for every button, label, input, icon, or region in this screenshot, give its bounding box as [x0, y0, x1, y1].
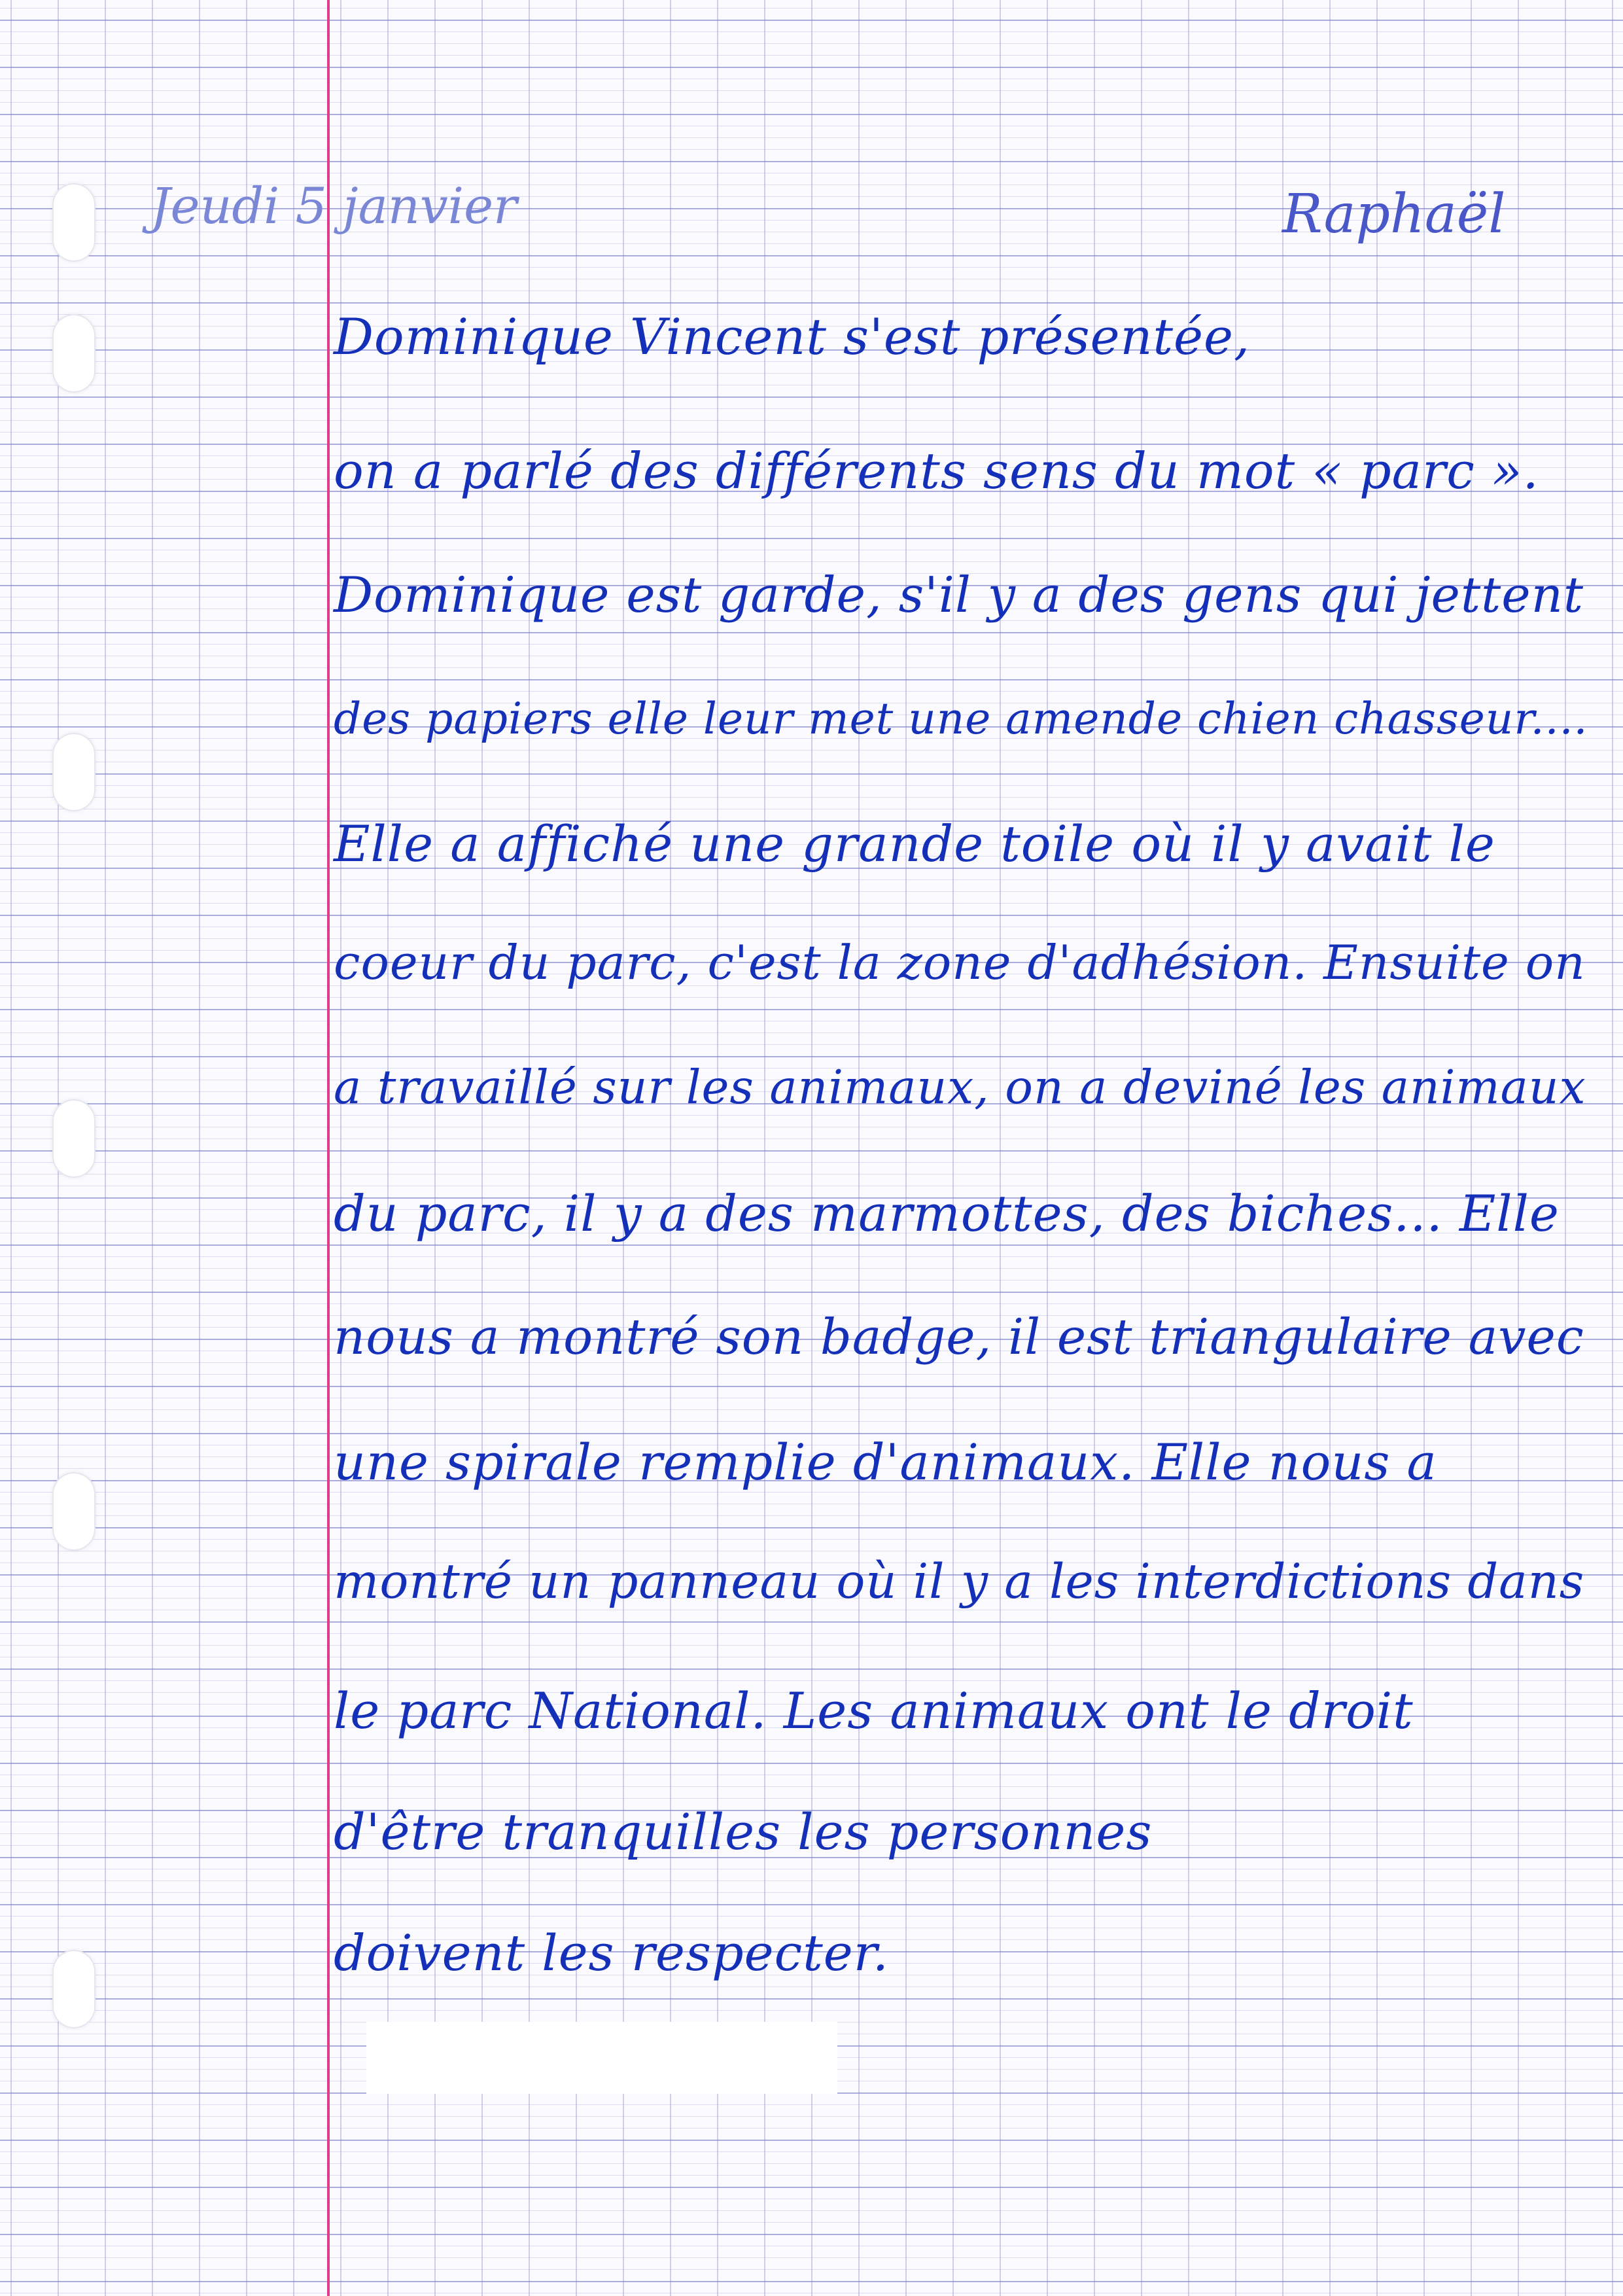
text-line: doivent les respecter. — [334, 1924, 889, 1982]
text-line: montré un panneau où il y a les interdictions dans — [334, 1554, 1585, 1610]
text-line: le parc National. Les animaux ont le droit — [334, 1682, 1414, 1740]
margin-line — [327, 0, 330, 2296]
text-line: coeur du parc, c'est la zone d'adhésion. Ensuite on — [334, 936, 1586, 991]
text-line: on a parlé des différents sens du mot « parc ». — [334, 442, 1539, 500]
text-line: Dominique Vincent s'est présentée, — [334, 308, 1251, 366]
student-name: Raphaël — [1282, 183, 1506, 245]
text-line: Dominique est garde, s'il y a des gens qui jettent — [334, 566, 1584, 624]
text-line: Elle a affiché une grande toile où il y avait le — [334, 815, 1495, 873]
text-line: des papiers elle leur met une amende chien chasseur.... — [334, 694, 1588, 744]
text-line: du parc, il y a des marmottes, des biches... Elle — [334, 1184, 1560, 1243]
erased-area — [366, 2022, 837, 2094]
date-heading: Jeudi 5 janvier — [150, 177, 517, 235]
text-line: une spirale remplie d'animaux. Elle nous a — [334, 1433, 1437, 1491]
binder-hole — [52, 183, 96, 262]
binder-hole — [52, 733, 96, 811]
binder-hole — [52, 1099, 96, 1178]
text-line: nous a montré son badge, il est triangulaire avec — [334, 1309, 1584, 1366]
binder-hole — [52, 1950, 96, 2028]
text-line: a travaillé sur les animaux, on a deviné les animaux — [334, 1060, 1586, 1114]
binder-hole — [52, 314, 96, 393]
binder-hole — [52, 1472, 96, 1551]
text-line: d'être tranquilles les personnes — [334, 1803, 1153, 1861]
